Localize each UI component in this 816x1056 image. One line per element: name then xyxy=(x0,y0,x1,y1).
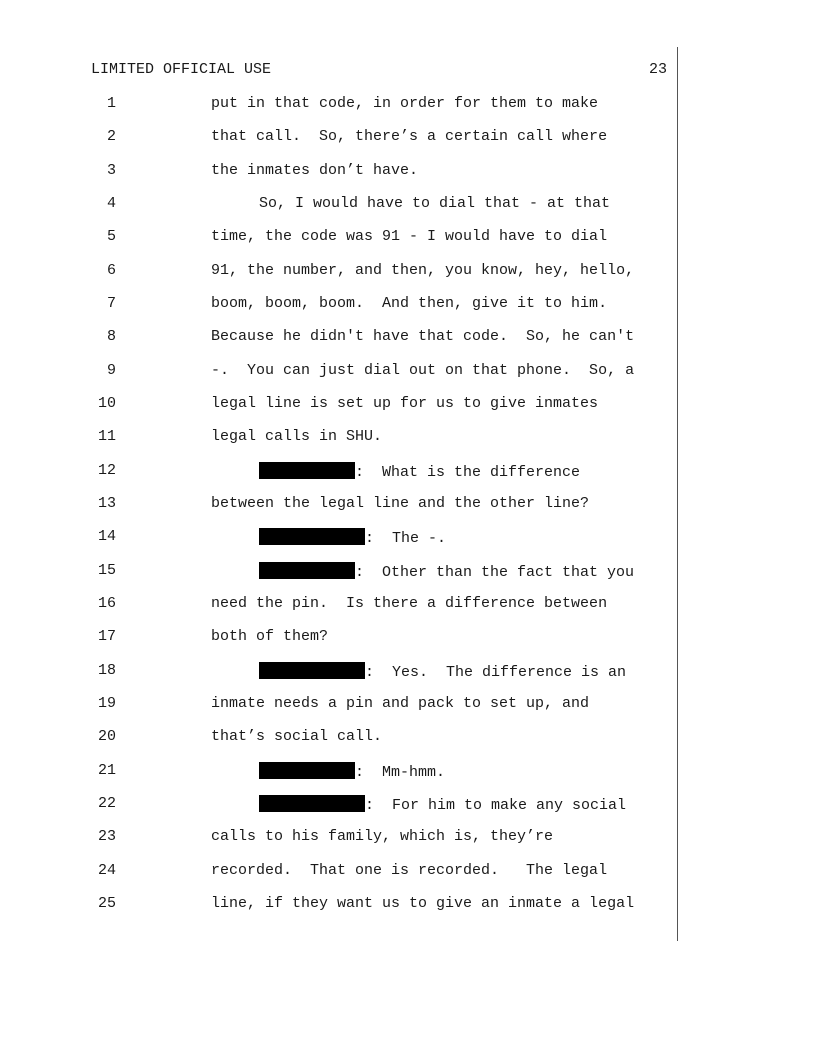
line-number: 8 xyxy=(106,328,116,345)
line-number: 13 xyxy=(97,495,116,512)
line-number: 18 xyxy=(97,662,116,679)
redacted-speaker-name xyxy=(259,662,365,679)
transcript-line xyxy=(0,828,816,848)
line-text: recorded. That one is recorded. The legal xyxy=(211,862,608,879)
page-header xyxy=(91,61,667,81)
line-text: : Mm-hmm. xyxy=(355,764,446,781)
line-number: 15 xyxy=(97,562,116,579)
redacted-speaker-name xyxy=(259,795,365,812)
transcript-line xyxy=(0,762,816,782)
redacted-speaker-name xyxy=(259,528,365,545)
transcript-line xyxy=(0,795,816,815)
transcript-line xyxy=(0,862,816,882)
transcript-line xyxy=(0,228,816,248)
line-text: inmate needs a pin and pack to set up, and xyxy=(211,695,590,712)
line-number: 12 xyxy=(97,462,116,479)
transcript-line xyxy=(0,728,816,748)
line-number: 5 xyxy=(106,228,116,245)
transcript-line xyxy=(0,262,816,282)
line-number: 14 xyxy=(97,528,116,545)
line-text: legal line is set up for us to give inmates xyxy=(211,395,599,412)
line-text: boom, boom, boom. And then, give it to him. xyxy=(211,295,608,312)
line-number: 1 xyxy=(106,95,116,112)
line-text: : The -. xyxy=(365,530,447,547)
line-number: 4 xyxy=(106,195,116,212)
line-number: 21 xyxy=(97,762,116,779)
transcript-line xyxy=(0,895,816,915)
line-number: 9 xyxy=(106,362,116,379)
transcript-line xyxy=(0,328,816,348)
redacted-speaker-name xyxy=(259,762,355,779)
line-number: 17 xyxy=(97,628,116,645)
transcript-line xyxy=(0,95,816,115)
redacted-speaker-name xyxy=(259,562,355,579)
line-number: 6 xyxy=(106,262,116,279)
line-text: need the pin. Is there a difference between xyxy=(211,595,608,612)
transcript-line xyxy=(0,562,816,582)
transcript-line xyxy=(0,628,816,648)
transcript-line xyxy=(0,162,816,182)
line-text: that call. So, there’s a certain call where xyxy=(211,128,608,145)
line-number: 22 xyxy=(97,795,116,812)
line-number: 24 xyxy=(97,862,116,879)
line-number: 11 xyxy=(97,428,116,445)
line-number: 25 xyxy=(97,895,116,912)
line-number: 20 xyxy=(97,728,116,745)
line-text: -. You can just dial out on that phone. So, a xyxy=(211,362,635,379)
redacted-speaker-name xyxy=(259,462,355,479)
transcript-line xyxy=(0,428,816,448)
transcript-line xyxy=(0,662,816,682)
line-text: legal calls in SHU. xyxy=(211,428,383,445)
line-text: calls to his family, which is, they’re xyxy=(211,828,554,845)
line-text: Because he didn't have that code. So, he can't xyxy=(211,328,635,345)
transcript-line xyxy=(0,295,816,315)
line-text: between the legal line and the other line? xyxy=(211,495,590,512)
transcript-line xyxy=(0,495,816,515)
line-text: So, I would have to dial that - at that xyxy=(259,195,611,212)
line-number: 16 xyxy=(97,595,116,612)
line-number: 10 xyxy=(97,395,116,412)
line-text: : For him to make any social xyxy=(365,797,627,814)
line-text: : What is the difference xyxy=(355,464,581,481)
line-text: : Yes. The difference is an xyxy=(365,664,627,681)
line-text: time, the code was 91 - I would have to dial xyxy=(211,228,608,245)
line-text: the inmates don’t have. xyxy=(211,162,419,179)
transcript-line xyxy=(0,462,816,482)
line-number: 3 xyxy=(106,162,116,179)
line-number: 2 xyxy=(106,128,116,145)
transcript-line xyxy=(0,528,816,548)
transcript-line xyxy=(0,128,816,148)
line-text: : Other than the fact that you xyxy=(355,564,635,581)
line-text: that’s social call. xyxy=(211,728,383,745)
transcript-line xyxy=(0,695,816,715)
page-number: 23 xyxy=(648,61,667,78)
line-number: 23 xyxy=(97,828,116,845)
line-text: both of them? xyxy=(211,628,329,645)
line-number: 19 xyxy=(97,695,116,712)
classification-marking: LIMITED OFFICIAL USE xyxy=(91,61,272,78)
transcript-line xyxy=(0,395,816,415)
transcript-line xyxy=(0,362,816,382)
line-number: 7 xyxy=(106,295,116,312)
line-text: 91, the number, and then, you know, hey, hello, xyxy=(211,262,635,279)
transcript-line xyxy=(0,595,816,615)
line-text: put in that code, in order for them to make xyxy=(211,95,599,112)
transcript-line xyxy=(0,195,816,215)
line-text: line, if they want us to give an inmate a legal xyxy=(211,895,635,912)
